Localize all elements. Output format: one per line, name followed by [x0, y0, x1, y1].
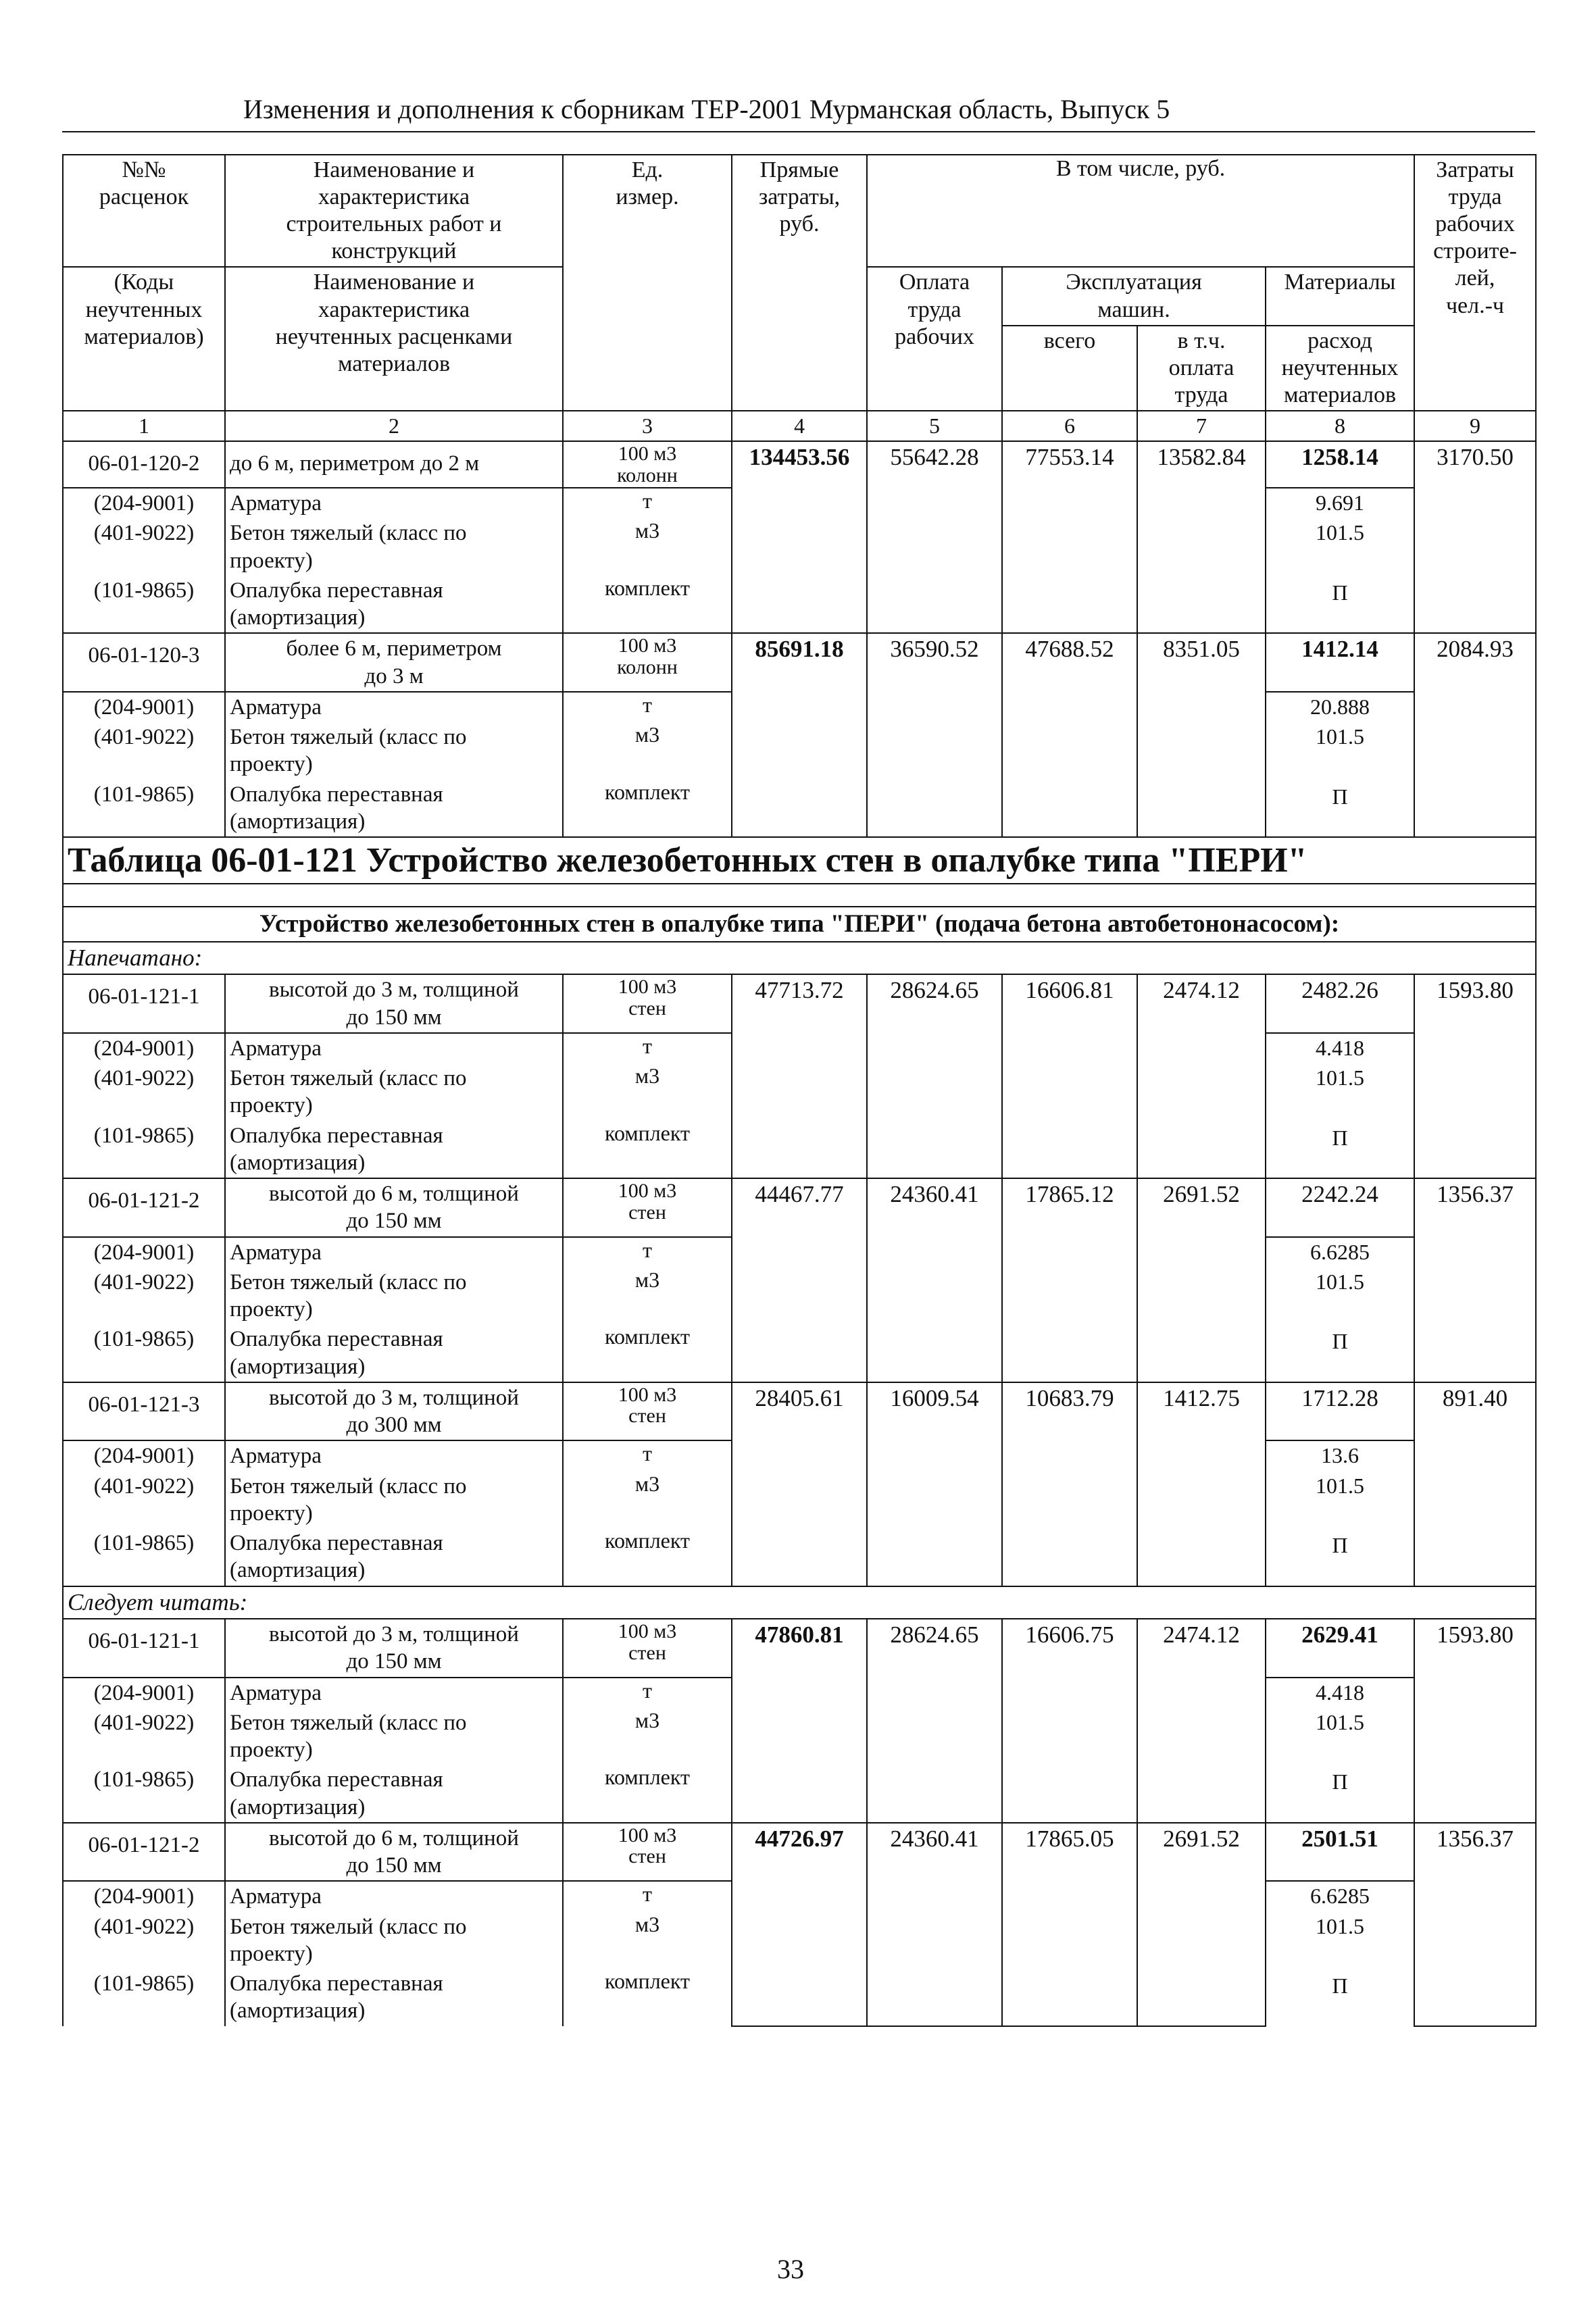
rate-mach-total: 17865.05: [1002, 1823, 1137, 2026]
material-name-line: (амортизация): [230, 1558, 366, 1583]
header-line-text: рабочих: [895, 324, 974, 349]
header-line-text: конструкций: [331, 238, 457, 264]
rate-mach-labor: 2691.52: [1137, 1178, 1266, 1382]
rate-direct: 44467.77: [732, 1178, 867, 1382]
rate-code: 06-01-120-3: [63, 633, 225, 692]
material-name: [225, 692, 563, 722]
note-printed-row: [63, 942, 1536, 975]
column-number: 2: [225, 411, 563, 441]
material-code: (401-9022): [63, 1708, 225, 1765]
header-line-text: неучтенных: [1281, 355, 1399, 380]
material-code: (401-9022): [63, 1912, 225, 1969]
rate-unit-line: 100 м3: [618, 976, 677, 999]
rate-code: 06-01-121-1: [63, 1619, 225, 1678]
material-consumption: П: [1266, 1969, 1414, 2026]
spacer-row: [63, 884, 1536, 907]
header-line-text: в т.ч.: [1177, 328, 1226, 353]
rate-unit-line: стен: [628, 1641, 666, 1664]
rate-name: [225, 1619, 563, 1678]
header-line-text: характеристика: [318, 184, 470, 210]
header-line-text: труда: [907, 297, 962, 322]
rate-code: 06-01-121-2: [63, 1178, 225, 1237]
material-name: [225, 518, 563, 576]
material-name-line: (амортизация): [230, 605, 366, 630]
material-consumption: П: [1266, 1324, 1414, 1382]
material-name: [225, 1881, 563, 1911]
rate-mach-labor: 2474.12: [1137, 974, 1266, 1178]
material-unit: комплект: [563, 1121, 732, 1179]
rate-name-line: до 150 мм: [346, 1649, 442, 1674]
col2-header-top: [225, 155, 563, 267]
rate-mach-total: 47688.52: [1002, 633, 1137, 837]
material-name-line: (амортизация): [230, 1998, 366, 2023]
rate-materials: 2482.26: [1266, 974, 1414, 1033]
page-header: Изменения и дополнения к сборникам ТЕР-2001 Мурманская область, Выпуск 5: [243, 94, 1170, 124]
material-name-line: проекту): [230, 1941, 313, 1966]
rate-name-line: до 150 мм: [346, 1853, 442, 1878]
header-line-text: Ед.: [631, 157, 664, 182]
rate-row: [63, 441, 1536, 488]
material-code: (204-9001): [63, 1881, 225, 1911]
material-name: [225, 1678, 563, 1708]
material-code: (204-9001): [63, 1678, 225, 1708]
note-printed: Напечатано:: [63, 942, 1536, 975]
rate-row: [63, 1382, 1536, 1441]
material-consumption: 101.5: [1266, 1063, 1414, 1121]
note-read-row: [63, 1586, 1536, 1619]
rate-unit-line: 100 м3: [618, 1180, 677, 1203]
material-name-line: Опалубка переставная: [230, 578, 443, 603]
header-line-text: Наименование и: [313, 270, 475, 295]
rate-hours: 891.40: [1414, 1382, 1536, 1586]
material-name-line: (амортизация): [230, 809, 366, 834]
header-line-text: строите-: [1433, 238, 1517, 264]
material-name: [225, 1708, 563, 1765]
material-code: (401-9022): [63, 1472, 225, 1529]
header-line-text: оплата: [1168, 355, 1235, 380]
material-code: (101-9865): [63, 1324, 225, 1382]
material-consumption: 101.5: [1266, 1472, 1414, 1529]
material-name-line: проекту): [230, 1093, 313, 1118]
material-unit: т: [563, 1237, 732, 1267]
rate-name-line: высотой до 3 м, толщиной: [269, 1385, 519, 1410]
rate-unit: [563, 633, 732, 692]
material-consumption: П: [1266, 1121, 1414, 1179]
header-line-text: чел.-ч: [1445, 293, 1505, 318]
materials-header: Материалы: [1266, 267, 1414, 325]
page-number: 33: [777, 2254, 804, 2284]
rate-labor: 24360.41: [867, 1178, 1002, 1382]
column-number: 3: [563, 411, 732, 441]
col9-header: [1414, 155, 1536, 411]
rate-name-line: до 6 м, периметром до 2 м: [230, 451, 480, 476]
material-unit: комплект: [563, 576, 732, 634]
note-read: Следует читать:: [63, 1586, 1536, 1619]
header-line-text: неучтенных расценками: [275, 324, 513, 349]
column-number: 6: [1002, 411, 1137, 441]
rate-code: 06-01-121-3: [63, 1382, 225, 1441]
header-line-text: №№: [122, 157, 166, 182]
material-name-line: Опалубка переставная: [230, 1123, 443, 1148]
table-subtitle-row: [63, 907, 1536, 941]
header-line-text: руб.: [779, 211, 820, 237]
header-line-text: неучтенных: [85, 297, 203, 322]
spacer-cell: [63, 884, 1536, 907]
rate-unit-line: 100 м3: [618, 1383, 677, 1406]
rate-name-line: высотой до 6 м, толщиной: [269, 1826, 519, 1851]
rate-unit-line: стен: [628, 1201, 666, 1224]
rate-name: [225, 441, 563, 488]
header-line-text: рабочих: [1435, 211, 1515, 237]
header-line-text: затраты,: [758, 184, 841, 210]
rate-mach-total: 16606.75: [1002, 1619, 1137, 1823]
material-name: [225, 1969, 563, 2026]
material-unit: м3: [563, 518, 732, 576]
rate-mach-total: 17865.12: [1002, 1178, 1137, 1382]
header-line-text: машин.: [1097, 297, 1170, 322]
rate-name: [225, 1382, 563, 1441]
header-rule: [62, 131, 1535, 132]
header-line-text: лей,: [1455, 266, 1495, 291]
rate-unit: [563, 1823, 732, 1882]
col8-header: [1266, 326, 1414, 411]
material-name: [225, 1267, 563, 1325]
column-number: 1: [63, 411, 225, 441]
rate-hours: 1593.80: [1414, 1619, 1536, 1823]
material-name-line: Арматура: [230, 491, 322, 516]
material-unit: т: [563, 692, 732, 722]
header-line-text: Оплата: [899, 270, 970, 295]
col3-header: [563, 155, 732, 411]
col5-header: [867, 267, 1002, 411]
material-unit: т: [563, 1678, 732, 1708]
material-name: [225, 576, 563, 634]
material-code: (401-9022): [63, 1063, 225, 1121]
material-name-line: Бетон тяжелый (класс по: [230, 1914, 467, 1939]
material-unit: м3: [563, 1912, 732, 1969]
rate-unit-line: 100 м3: [618, 443, 677, 466]
header-line-text: труда: [1448, 184, 1502, 210]
header-line-text: измер.: [616, 184, 679, 210]
material-code: (101-9865): [63, 1969, 225, 2026]
rate-labor: 28624.65: [867, 974, 1002, 1178]
rate-mach-labor: 1412.75: [1137, 1382, 1266, 1586]
rate-hours: 2084.93: [1414, 633, 1536, 837]
table-title: Таблица 06-01-121 Устройство железобетонных стен в опалубке типа "ПЕРИ": [63, 837, 1536, 884]
material-code: (101-9865): [63, 576, 225, 634]
material-consumption: П: [1266, 780, 1414, 838]
material-code: (401-9022): [63, 722, 225, 780]
material-consumption: 4.418: [1266, 1678, 1414, 1708]
material-unit: м3: [563, 722, 732, 780]
rate-name-line: высотой до 6 м, толщиной: [269, 1182, 519, 1207]
material-code: (204-9001): [63, 488, 225, 518]
material-code: (204-9001): [63, 1440, 225, 1471]
material-name-line: Бетон тяжелый (класс по: [230, 1269, 467, 1294]
material-consumption: П: [1266, 1528, 1414, 1586]
material-consumption: 4.418: [1266, 1033, 1414, 1063]
rate-row: [63, 633, 1536, 692]
material-unit: комплект: [563, 1969, 732, 2026]
rate-name: [225, 1823, 563, 1882]
header-line-text: характеристика: [318, 297, 470, 322]
material-name-line: Арматура: [230, 1884, 322, 1909]
material-name: [225, 1440, 563, 1471]
rate-code: 06-01-121-1: [63, 974, 225, 1033]
rate-name-line: высотой до 3 м, толщиной: [269, 1622, 519, 1647]
rate-labor: 28624.65: [867, 1619, 1002, 1823]
rate-mach-labor: 2691.52: [1137, 1823, 1266, 2026]
material-unit: т: [563, 1881, 732, 1911]
material-unit: т: [563, 488, 732, 518]
material-name: [225, 1237, 563, 1267]
rate-labor: 16009.54: [867, 1382, 1002, 1586]
rate-labor: 24360.41: [867, 1823, 1002, 2026]
rate-materials: 1712.28: [1266, 1382, 1414, 1441]
rate-unit-line: стен: [628, 1405, 666, 1428]
col2-header-bottom: [225, 267, 563, 411]
rate-name: [225, 1178, 563, 1237]
material-consumption: 13.6: [1266, 1440, 1414, 1471]
header-line-text: (Коды: [114, 270, 174, 295]
material-code: (204-9001): [63, 1237, 225, 1267]
material-unit: м3: [563, 1472, 732, 1529]
rate-hours: 3170.50: [1414, 441, 1536, 633]
rate-name: [225, 633, 563, 692]
material-unit: м3: [563, 1063, 732, 1121]
material-name-line: проекту): [230, 752, 313, 777]
material-unit: м3: [563, 1267, 732, 1325]
column-number: 5: [867, 411, 1002, 441]
rate-unit-line: 100 м3: [618, 634, 677, 657]
material-name-line: (амортизация): [230, 1794, 366, 1819]
material-consumption: 101.5: [1266, 1708, 1414, 1765]
rate-mach-labor: 13582.84: [1137, 441, 1266, 633]
material-name-line: (амортизация): [230, 1150, 366, 1175]
rate-labor: 36590.52: [867, 633, 1002, 837]
col7-header: [1137, 326, 1266, 411]
material-name: [225, 1528, 563, 1586]
header-line-text: Прямые: [759, 157, 839, 182]
col1-header-bottom: [63, 267, 225, 411]
rate-row: [63, 1619, 1536, 1678]
material-name: [225, 1324, 563, 1382]
rate-name-line: до 150 мм: [346, 1005, 442, 1030]
rate-row: [63, 1178, 1536, 1237]
material-name: [225, 1912, 563, 1969]
table-title-row: [63, 837, 1536, 884]
rate-unit: [563, 441, 732, 488]
material-name-line: Опалубка переставная: [230, 1531, 443, 1556]
material-name-line: Арматура: [230, 1036, 322, 1061]
material-unit: комплект: [563, 1324, 732, 1382]
material-code: (401-9022): [63, 1267, 225, 1325]
rate-row: [63, 1823, 1536, 1882]
rate-row: [63, 974, 1536, 1033]
material-consumption: 101.5: [1266, 722, 1414, 780]
header-line-text: материалов: [1283, 382, 1397, 407]
material-name: [225, 1063, 563, 1121]
column-number: 9: [1414, 411, 1536, 441]
material-name: [225, 1765, 563, 1823]
column-numbers-row: [63, 411, 1536, 441]
header-line-text: расценок: [99, 184, 189, 210]
material-code: (101-9865): [63, 1765, 225, 1823]
rate-mach-total: 16606.81: [1002, 974, 1137, 1178]
rate-code: 06-01-120-2: [63, 441, 225, 488]
header-row-1: [63, 155, 1536, 267]
material-name-line: проекту): [230, 1297, 313, 1322]
rate-unit-line: колонн: [617, 655, 678, 678]
rate-mach-total: 77553.14: [1002, 441, 1137, 633]
col6-header: всего: [1002, 326, 1137, 411]
material-code: (204-9001): [63, 692, 225, 722]
material-unit: комплект: [563, 1765, 732, 1823]
header-line-text: Эксплуатация: [1066, 270, 1202, 295]
material-consumption: 6.6285: [1266, 1881, 1414, 1911]
rate-name: [225, 974, 563, 1033]
column-number: 4: [732, 411, 867, 441]
rate-name-line: более 6 м, периметром: [286, 636, 502, 661]
material-unit: комплект: [563, 780, 732, 838]
column-number: 8: [1266, 411, 1414, 441]
material-name-line: (амортизация): [230, 1354, 366, 1379]
rate-labor: 55642.28: [867, 441, 1002, 633]
material-consumption: 9.691: [1266, 488, 1414, 518]
header-line-text: труда: [1174, 382, 1228, 407]
material-name-line: Бетон тяжелый (класс по: [230, 725, 467, 750]
rate-code: 06-01-121-2: [63, 1823, 225, 1882]
rate-name-line: до 300 мм: [346, 1413, 442, 1438]
material-name-line: проекту): [230, 1501, 313, 1526]
material-name-line: Арматура: [230, 1680, 322, 1705]
rate-materials: 2242.24: [1266, 1178, 1414, 1237]
material-name-line: Бетон тяжелый (класс по: [230, 1066, 467, 1091]
rate-direct: 134453.56: [732, 441, 867, 633]
material-consumption: П: [1266, 1765, 1414, 1823]
material-name: [225, 722, 563, 780]
material-name: [225, 1472, 563, 1529]
rate-materials: 2501.51: [1266, 1823, 1414, 1882]
rate-hours: 1593.80: [1414, 974, 1536, 1178]
material-consumption: П: [1266, 576, 1414, 634]
material-name-line: Бетон тяжелый (класс по: [230, 1474, 467, 1499]
rate-mach-total: 10683.79: [1002, 1382, 1137, 1586]
rate-materials: 1412.14: [1266, 633, 1414, 692]
header-line-text: материалов: [337, 351, 451, 376]
header-line-text: расход: [1307, 328, 1372, 353]
material-consumption: 101.5: [1266, 1267, 1414, 1325]
material-name: [225, 1121, 563, 1179]
material-code: (401-9022): [63, 518, 225, 576]
rate-mach-labor: 8351.05: [1137, 633, 1266, 837]
material-unit: т: [563, 1033, 732, 1063]
col1-header-top: [63, 155, 225, 267]
rate-name-line: высотой до 3 м, толщиной: [269, 978, 519, 1003]
rate-hours: 1356.37: [1414, 1823, 1536, 2026]
rate-unit-line: стен: [628, 997, 666, 1020]
rate-materials: 2629.41: [1266, 1619, 1414, 1678]
rate-direct: 47860.81: [732, 1619, 867, 1823]
material-name-line: Бетон тяжелый (класс по: [230, 1710, 467, 1735]
rate-direct: 85691.18: [732, 633, 867, 837]
rate-unit-line: 100 м3: [618, 1620, 677, 1643]
material-name-line: Арматура: [230, 1444, 322, 1469]
table-subtitle: Устройство железобетонных стен в опалубке типа "ПЕРИ" (подача бетона автобетононасосом):: [63, 907, 1536, 941]
col4-header: [732, 155, 867, 411]
material-consumption: 6.6285: [1266, 1237, 1414, 1267]
rate-direct: 28405.61: [732, 1382, 867, 1586]
material-unit: комплект: [563, 1528, 732, 1586]
material-name: [225, 1033, 563, 1063]
material-name-line: Опалубка переставная: [230, 1767, 443, 1792]
material-code: (101-9865): [63, 1121, 225, 1179]
rate-name-line: до 150 мм: [346, 1209, 442, 1234]
rate-mach-labor: 2474.12: [1137, 1619, 1266, 1823]
material-code: (204-9001): [63, 1033, 225, 1063]
material-name-line: Опалубка переставная: [230, 782, 443, 807]
column-number: 7: [1137, 411, 1266, 441]
rates-table: [62, 154, 1537, 2027]
rate-unit-line: стен: [628, 1845, 666, 1868]
material-consumption: 101.5: [1266, 518, 1414, 576]
material-name-line: Арматура: [230, 695, 322, 720]
rate-hours: 1356.37: [1414, 1178, 1536, 1382]
material-name: [225, 488, 563, 518]
header-line-text: Затраты: [1436, 157, 1514, 182]
material-name: [225, 780, 563, 838]
rate-unit: [563, 1619, 732, 1678]
incl-header: В том числе, руб.: [867, 155, 1414, 267]
header-line-text: строительных работ и: [286, 211, 502, 237]
material-unit: м3: [563, 1708, 732, 1765]
material-name-line: Бетон тяжелый (класс по: [230, 521, 467, 546]
rate-direct: 47713.72: [732, 974, 867, 1178]
machines-header: [1002, 267, 1266, 325]
rate-unit: [563, 1382, 732, 1441]
rate-direct: 44726.97: [732, 1823, 867, 2026]
rate-unit-line: колонн: [617, 463, 678, 486]
material-unit: т: [563, 1440, 732, 1471]
material-name-line: Опалубка переставная: [230, 1971, 443, 1996]
material-consumption: 20.888: [1266, 692, 1414, 722]
rate-unit: [563, 974, 732, 1033]
material-consumption: 101.5: [1266, 1912, 1414, 1969]
material-name-line: проекту): [230, 1738, 313, 1763]
rate-unit: [563, 1178, 732, 1237]
material-name-line: Арматура: [230, 1240, 322, 1265]
rate-name-line: до 3 м: [364, 663, 424, 688]
material-code: (101-9865): [63, 780, 225, 838]
header-line-text: материалов): [84, 324, 204, 349]
material-name-line: Опалубка переставная: [230, 1327, 443, 1352]
rate-unit-line: 100 м3: [618, 1823, 677, 1846]
header-line-text: Наименование и: [313, 157, 475, 182]
rate-materials: 1258.14: [1266, 441, 1414, 488]
material-code: (101-9865): [63, 1528, 225, 1586]
material-name-line: проекту): [230, 548, 313, 573]
